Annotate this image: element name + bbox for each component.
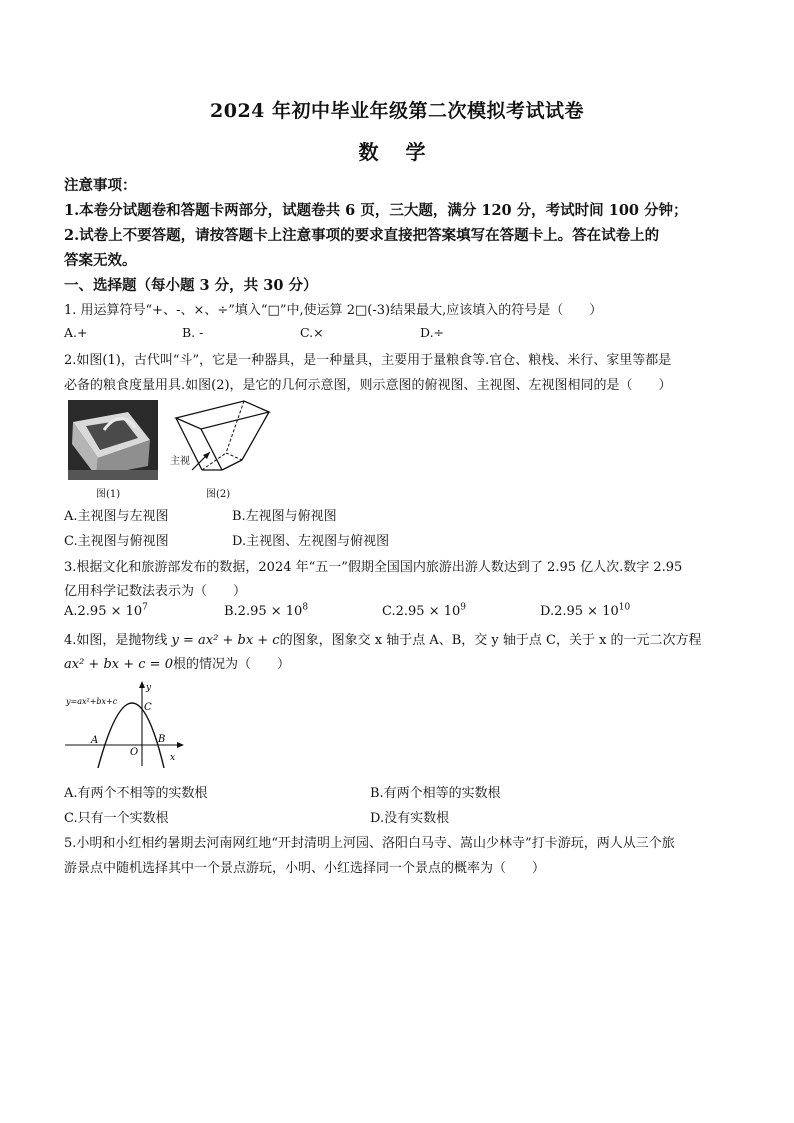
q2-option-a: A.主视图与左视图 — [64, 509, 169, 524]
point-c-label: C — [144, 702, 152, 713]
q3-option-d: $D.2.95 \times 10^{10}$ — [540, 602, 631, 619]
notice-item-1: 1.本卷分试题卷和答题卡两部分，试题卷共 6 页，三大题，满分 120 分，考试时间 100 分钟； — [64, 202, 688, 219]
q1-option-c: C.× — [300, 325, 324, 340]
q2-stem-line-2: 必备的粮食度量用具.如图(2)，是它的几何示意图，则示意图的俯视图、主视图、左视图相同的是（ ） — [64, 378, 672, 393]
q4-option-a: A.有两个不相等的实数根 — [64, 786, 208, 801]
q1-option-a: A.+ — [64, 325, 88, 340]
x-axis-label: x — [170, 753, 176, 763]
q1-option-b: B. - — [182, 325, 204, 340]
fig1-caption: 图(1) — [96, 489, 121, 500]
curve-label: y=ax²+bx+c — [66, 697, 118, 706]
q1-option-d: D.÷ — [420, 325, 445, 340]
q3-option-c: $C.2.95 \times 10^9$ — [382, 602, 466, 619]
q4-option-b: B.有两个相等的实数根 — [370, 786, 501, 801]
origin-label: O — [130, 747, 139, 758]
q4-stem-line-1: 4.如图，是抛物线 y = ax² + bx + c的图象，图象交 x 轴于点 A、B，交 y 轴于点 C，关于 x 的一元二次方程 — [64, 633, 702, 648]
q5-stem-line-1: 5.小明和小红相约暑期去河南网红地“开封清明上河园、洛阳白马寺、嵩山少林寺”打卡游玩，两人从三个旅 — [64, 836, 675, 851]
q2-option-d: D.主视图、左视图与俯视图 — [232, 534, 390, 549]
subject-title: 数 学 — [358, 140, 436, 164]
page-title: 2024 年初中毕业年级第二次模拟考试试卷 — [210, 100, 584, 122]
parabola-graph — [60, 678, 190, 768]
q1-stem: 1. 用运算符号“+、-、×、÷”填入“□”中,使运算 2□(-3)结果最大,应该填入的符号是（ ） — [64, 303, 603, 318]
q3-stem-line-2: 亿用科学记数法表示为（ ） — [64, 584, 247, 599]
notice-item-2-line-2: 答案无效。 — [64, 252, 137, 269]
fig2-caption: 图(2) — [206, 489, 231, 500]
y-axis-label: y — [146, 683, 152, 693]
dou-photo-drawing — [68, 400, 158, 480]
q2-stem-line-1: 2.如图(1)，古代叫“斗”，它是一种器具，是一种量具，主要用于量粮食等.官仓、粮栈、米行、家里等都是 — [64, 353, 672, 368]
q4-stem-line-2: ax² + bx + c = 0根的情况为（ ） — [64, 657, 290, 672]
q3-stem-line-1: 3.根据文化和旅游部发布的数据，2024 年“五一”假期全国国内旅游出游人数达到了 2.95 亿人次.数字 2.95 — [64, 560, 683, 575]
notice-heading: 注意事项： — [64, 177, 137, 194]
point-b-label: B — [158, 734, 166, 745]
q3-option-b: $B.2.95 \times 10^8$ — [224, 602, 309, 619]
q3-option-a: $A.2.95 \times 10^7$ — [64, 602, 148, 619]
q5-stem-line-2: 游景点中随机选择其中一个景点游玩，小明、小红选择同一个景点的概率为（ ） — [64, 861, 546, 876]
notice-item-2-line-1: 2.试卷上不要答题，请按答题卡上注意事项的要求直接把答案填写在答题卡上。答在试卷上的 — [64, 227, 660, 244]
q4-option-c: C.只有一个实数根 — [64, 811, 169, 826]
dou-diagram — [166, 398, 274, 484]
fig2-view-label: 主视 — [170, 456, 190, 467]
dou-photo — [68, 400, 158, 480]
q2-option-c: C.主视图与俯视图 — [64, 534, 169, 549]
q2-option-b: B.左视图与俯视图 — [232, 509, 337, 524]
q4-option-d: D.没有实数根 — [370, 811, 450, 826]
point-a-label: A — [91, 735, 99, 746]
section-1-heading: 一、选择题（每小题 3 分，共 30 分） — [64, 277, 318, 294]
